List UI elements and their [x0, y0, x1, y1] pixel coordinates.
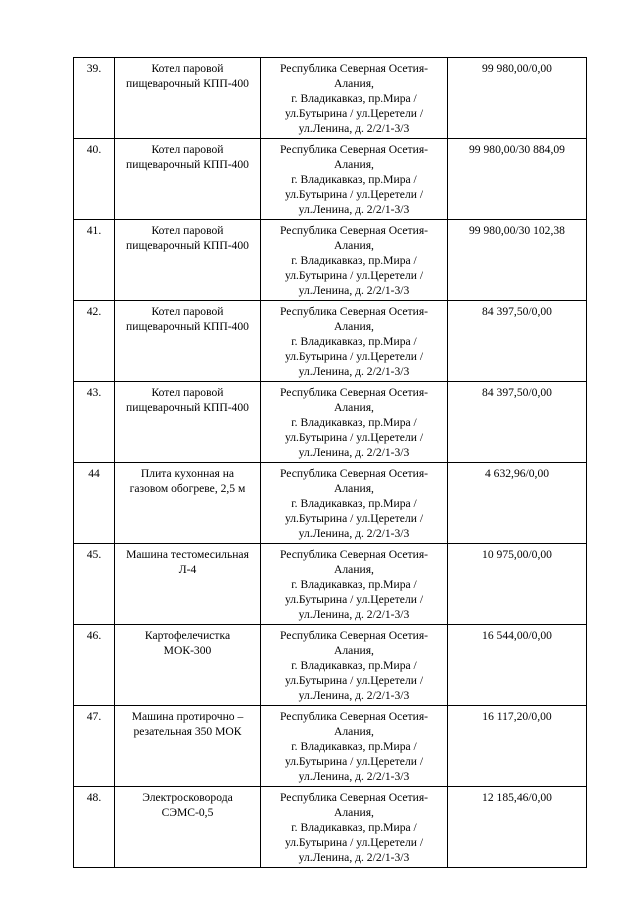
row-number: 47.	[74, 706, 115, 787]
item-name-line: Котел паровой	[151, 143, 224, 156]
address-line: Алания,	[334, 320, 374, 333]
item-name-cell	[115, 544, 261, 625]
item-name-cell	[115, 58, 261, 139]
address-line: Алания,	[334, 806, 374, 819]
address-line: ул.Бутырина / ул.Церетели /	[284, 674, 424, 687]
address-line: г. Владикавказ, пр.Мира /	[291, 659, 417, 672]
address-line: ул.Бутырина / ул.Церетели /	[284, 836, 424, 849]
address-line: Республика Северная Осетия-	[279, 710, 429, 723]
address-line: ул.Ленина, д. 2/2/1-3/3	[298, 203, 410, 216]
item-name-line: Электросковорода	[142, 791, 233, 804]
address-line: Республика Северная Осетия-	[279, 629, 429, 642]
address-line: ул.Бутырина / ул.Церетели /	[284, 350, 424, 363]
address-line: Республика Северная Осетия-	[279, 143, 429, 156]
address-cell	[261, 382, 448, 463]
row-number: 41.	[74, 220, 115, 301]
address-line: Республика Северная Осетия-	[279, 386, 429, 399]
item-name-line: пищеварочный КПП-400	[126, 320, 249, 333]
item-name-line: Котел паровой	[151, 386, 224, 399]
address-line: г. Владикавказ, пр.Мира /	[291, 335, 417, 348]
address-line: г. Владикавказ, пр.Мира /	[291, 416, 417, 429]
value-cell: 99 980,00/30 102,38	[448, 220, 587, 301]
item-name-line: Машина протирочно –	[131, 710, 244, 723]
item-name-line: Картофелечистка	[144, 629, 231, 642]
value-cell: 16 544,00/0,00	[448, 625, 587, 706]
row-number: 42.	[74, 301, 115, 382]
address-line: ул.Ленина, д. 2/2/1-3/3	[298, 365, 410, 378]
address-line: г. Владикавказ, пр.Мира /	[291, 578, 417, 591]
address-line: ул.Бутырина / ул.Церетели /	[284, 188, 424, 201]
table-row	[74, 463, 587, 544]
table-row	[74, 787, 587, 868]
value-cell: 99 980,00/0,00	[448, 58, 587, 139]
item-name-cell	[115, 787, 261, 868]
item-name-line: Котел паровой	[151, 62, 224, 75]
value-cell: 84 397,50/0,00	[448, 382, 587, 463]
item-name-line: пищеварочный КПП-400	[126, 239, 249, 252]
address-line: г. Владикавказ, пр.Мира /	[291, 173, 417, 186]
address-line: Алания,	[334, 77, 374, 90]
value-cell: 10 975,00/0,00	[448, 544, 587, 625]
table-row	[74, 220, 587, 301]
address-line: г. Владикавказ, пр.Мира /	[291, 497, 417, 510]
address-cell	[261, 58, 448, 139]
property-table	[73, 57, 587, 868]
address-line: Алания,	[334, 482, 374, 495]
table-row	[74, 706, 587, 787]
table-row	[74, 625, 587, 706]
item-name-line: резательная 350 МОК	[133, 725, 242, 738]
address-line: ул.Бутырина / ул.Церетели /	[284, 593, 424, 606]
address-line: ул.Ленина, д. 2/2/1-3/3	[298, 446, 410, 459]
item-name-line: пищеварочный КПП-400	[126, 401, 249, 414]
item-name-line: Плита кухонная на	[140, 467, 235, 480]
address-cell	[261, 544, 448, 625]
address-line: г. Владикавказ, пр.Мира /	[291, 254, 417, 267]
address-cell	[261, 706, 448, 787]
item-name-line: СЭМС-0,5	[161, 806, 214, 819]
item-name-line: Котел паровой	[151, 305, 224, 318]
item-name-cell	[115, 301, 261, 382]
address-cell	[261, 463, 448, 544]
address-line: Алания,	[334, 563, 374, 576]
row-number: 48.	[74, 787, 115, 868]
value-cell: 12 185,46/0,00	[448, 787, 587, 868]
address-line: Алания,	[334, 401, 374, 414]
table-row	[74, 382, 587, 463]
address-line: ул.Ленина, д. 2/2/1-3/3	[298, 527, 410, 540]
address-line: Республика Северная Осетия-	[279, 224, 429, 237]
item-name-cell	[115, 625, 261, 706]
item-name-line: Л-4	[178, 563, 197, 576]
address-line: ул.Бутырина / ул.Церетели /	[284, 512, 424, 525]
address-line: ул.Ленина, д. 2/2/1-3/3	[298, 770, 410, 783]
address-cell	[261, 787, 448, 868]
value-cell: 16 117,20/0,00	[448, 706, 587, 787]
item-name-cell	[115, 220, 261, 301]
value-cell: 4 632,96/0,00	[448, 463, 587, 544]
address-line: Республика Северная Осетия-	[279, 467, 429, 480]
row-number: 39.	[74, 58, 115, 139]
item-name-line: газовом обогреве, 2,5 м	[129, 482, 246, 495]
address-line: Алания,	[334, 158, 374, 171]
address-cell	[261, 301, 448, 382]
address-line: Республика Северная Осетия-	[279, 791, 429, 804]
address-line: Алания,	[334, 725, 374, 738]
value-cell: 84 397,50/0,00	[448, 301, 587, 382]
row-number: 40.	[74, 139, 115, 220]
row-number: 46.	[74, 625, 115, 706]
address-line: г. Владикавказ, пр.Мира /	[291, 821, 417, 834]
table-row	[74, 58, 587, 139]
address-line: ул.Ленина, д. 2/2/1-3/3	[298, 122, 410, 135]
address-line: ул.Бутырина / ул.Церетели /	[284, 431, 424, 444]
address-line: г. Владикавказ, пр.Мира /	[291, 92, 417, 105]
table-row	[74, 301, 587, 382]
address-line: Алания,	[334, 644, 374, 657]
address-line: ул.Ленина, д. 2/2/1-3/3	[298, 284, 410, 297]
address-line: г. Владикавказ, пр.Мира /	[291, 740, 417, 753]
address-cell	[261, 139, 448, 220]
row-number: 45.	[74, 544, 115, 625]
address-line: ул.Ленина, д. 2/2/1-3/3	[298, 689, 410, 702]
item-name-cell	[115, 139, 261, 220]
address-cell	[261, 625, 448, 706]
value-cell: 99 980,00/30 884,09	[448, 139, 587, 220]
table-body	[74, 58, 587, 868]
item-name-cell	[115, 463, 261, 544]
item-name-line: Котел паровой	[151, 224, 224, 237]
address-line: ул.Ленина, д. 2/2/1-3/3	[298, 851, 410, 864]
address-line: Республика Северная Осетия-	[279, 548, 429, 561]
address-cell	[261, 220, 448, 301]
table-row	[74, 544, 587, 625]
item-name-cell	[115, 382, 261, 463]
address-line: ул.Бутырина / ул.Церетели /	[284, 755, 424, 768]
address-line: ул.Бутырина / ул.Церетели /	[284, 107, 424, 120]
row-number: 43.	[74, 382, 115, 463]
table-row	[74, 139, 587, 220]
row-number: 44	[74, 463, 115, 544]
address-line: Республика Северная Осетия-	[279, 62, 429, 75]
address-line: ул.Бутырина / ул.Церетели /	[284, 269, 424, 282]
address-line: Республика Северная Осетия-	[279, 305, 429, 318]
item-name-line: МОК-300	[163, 644, 212, 657]
address-line: Алания,	[334, 239, 374, 252]
address-line: ул.Ленина, д. 2/2/1-3/3	[298, 608, 410, 621]
item-name-line: пищеварочный КПП-400	[126, 77, 249, 90]
item-name-cell	[115, 706, 261, 787]
item-name-line: пищеварочный КПП-400	[126, 158, 249, 171]
item-name-line: Машина тестомесильная	[126, 548, 249, 561]
